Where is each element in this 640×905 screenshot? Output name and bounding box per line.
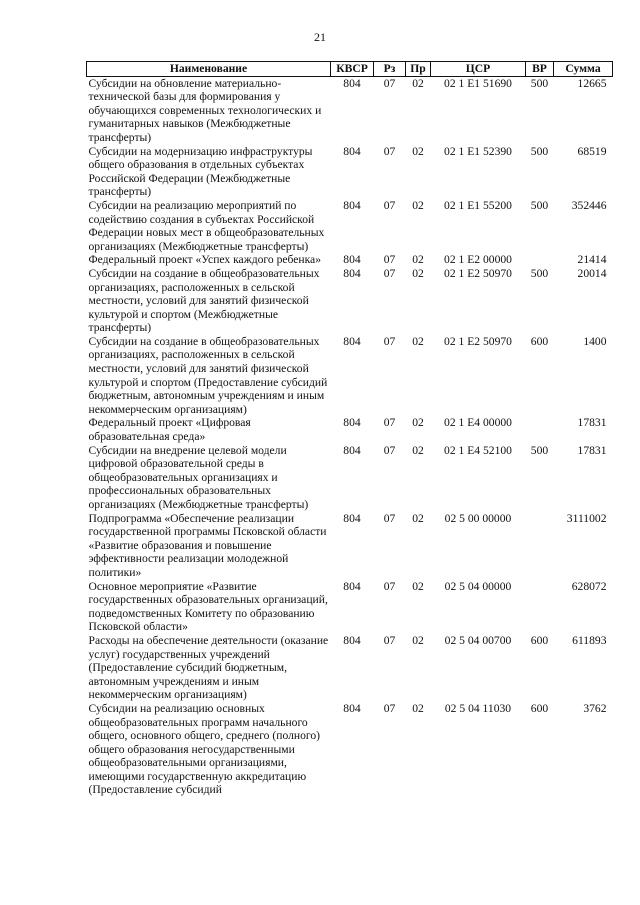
row-pr: 02 [412, 633, 424, 647]
row-name: Подпрограмма «Обеспечение реализации государственной программы Псковской области «Развитие образования и повышение эффективности реализации молодежной политики» [88, 511, 327, 579]
header-sum: Сумма [554, 62, 613, 77]
row-sum: 17831 [577, 443, 607, 457]
row-pr: 02 [412, 334, 424, 348]
row-kvsr: 804 [343, 76, 361, 90]
row-kvsr: 804 [343, 198, 361, 212]
row-vr: 500 [530, 198, 549, 212]
row-csr: 02 5 04 00700 [444, 633, 512, 647]
row-rz: 07 [383, 701, 396, 715]
row-csr: 02 5 00 00000 [444, 511, 512, 525]
row-kvsr: 804 [343, 701, 361, 715]
row-csr: 02 1 E4 00000 [444, 416, 512, 430]
table-header-row [87, 62, 613, 77]
table-row [87, 267, 613, 335]
row-pr: 02 [412, 443, 424, 457]
row-sum: 628072 [571, 579, 607, 593]
row-name: Федеральный проект «Успех каждого ребенка» [88, 253, 322, 267]
table-row [87, 416, 613, 443]
table-row [87, 335, 613, 417]
row-vr: 600 [530, 633, 549, 647]
table-row [87, 702, 613, 797]
row-pr: 02 [412, 198, 424, 212]
row-pr: 02 [412, 144, 424, 158]
row-sum: 3762 [583, 701, 607, 715]
row-name: Субсидии на реализацию основных общеобразовательных программ начального общего, основного общего, среднего (полного) общего образования негосударственными общеобразовательными организациями, имеющими государственную аккредитацию (Предоставление субсидий [88, 701, 320, 797]
row-vr: 500 [530, 266, 549, 280]
row-name: Субсидии на модернизацию инфраструктуры общего образования в отдельных субъектах Российской Федерации (Межбюджетные трансферты) [88, 144, 313, 199]
row-name: Субсидии на создание в общеобразовательных организациях, расположенных в сельской местности, условий для занятий физической культурой и спортом (Межбюджетные трансферты) [88, 266, 320, 335]
row-kvsr: 804 [343, 334, 361, 348]
row-name: Федеральный проект «Цифровая образовательная среда» [88, 416, 251, 444]
row-csr: 02 1 E2 50970 [444, 266, 512, 280]
row-csr: 02 1 E2 50970 [444, 334, 512, 348]
row-csr: 02 1 E1 52390 [444, 144, 512, 158]
row-kvsr: 804 [343, 579, 361, 593]
row-rz: 07 [383, 334, 396, 348]
row-vr [526, 580, 554, 634]
table-row [87, 444, 613, 512]
row-csr: 02 1 E4 52100 [444, 443, 512, 457]
row-pr: 02 [412, 253, 424, 267]
row-kvsr: 804 [343, 144, 361, 158]
budget-table [86, 61, 613, 797]
row-vr [526, 253, 554, 267]
row-pr: 02 [412, 511, 424, 525]
row-sum: 1400 [583, 334, 607, 348]
row-rz: 07 [383, 198, 396, 212]
row-name: Субсидии на обновление материально-технической базы для формирования у обучающихся современных технологических и гуманитарных навыков (Межбюджетные трансферты) [88, 76, 322, 144]
row-rz: 07 [383, 253, 396, 267]
header-kvsr: КВСР [331, 62, 374, 77]
table-row [87, 145, 613, 199]
row-vr: 600 [530, 701, 549, 715]
row-pr: 02 [412, 579, 424, 593]
row-vr: 500 [530, 443, 549, 457]
row-sum: 17831 [577, 416, 607, 430]
row-name: Субсидии на внедрение целевой модели цифровой образовательной среды в общеобразовательных организациях и профессиональных образовательных организациях (Межбюджетные трансферты) [88, 443, 309, 511]
row-rz: 07 [383, 633, 396, 647]
row-pr: 02 [412, 76, 424, 90]
row-csr: 02 1 E1 55200 [444, 198, 512, 212]
row-kvsr: 804 [343, 633, 361, 647]
row-rz: 07 [383, 266, 396, 280]
header-csr: ЦСР [431, 62, 526, 77]
row-vr [526, 512, 554, 580]
table-row [87, 199, 613, 253]
header-pr: Пр [406, 62, 431, 77]
row-vr [526, 416, 554, 443]
table-row [87, 580, 613, 634]
table-row [87, 76, 613, 144]
row-vr: 600 [530, 334, 549, 348]
row-pr: 02 [412, 701, 424, 715]
page-number: 21 [314, 30, 326, 44]
table-body [87, 76, 613, 797]
row-kvsr: 804 [343, 511, 361, 525]
row-kvsr: 804 [343, 266, 361, 280]
header-vr: ВР [526, 62, 554, 77]
row-kvsr: 804 [343, 253, 361, 267]
row-rz: 07 [383, 443, 396, 457]
row-rz: 07 [383, 76, 396, 90]
row-vr: 500 [530, 144, 549, 158]
row-kvsr: 804 [343, 416, 361, 430]
header-rz: Рз [374, 62, 406, 77]
row-rz: 07 [383, 144, 396, 158]
table-row [87, 634, 613, 702]
table-row [87, 512, 613, 580]
row-name: Субсидии на реализацию мероприятий по содействию создания в субъектах Российской Федерации новых мест в общеобразовательных организациях (Межбюджетные трансферты) [88, 198, 325, 253]
row-csr: 02 1 E2 00000 [444, 253, 512, 267]
row-rz: 07 [383, 511, 396, 525]
row-vr: 500 [530, 76, 549, 90]
row-csr: 02 5 04 00000 [444, 579, 512, 593]
row-pr: 02 [412, 416, 424, 430]
table-row [87, 253, 613, 267]
row-rz: 07 [383, 579, 396, 593]
row-name: Расходы на обеспечение деятельности (оказание услуг) государственных учреждений (Предоставление субсидий бюджетным, автономным учреждениям и иным некоммерческим организациям) [88, 633, 329, 702]
row-rz: 07 [383, 416, 396, 430]
row-sum: 68519 [577, 144, 607, 158]
row-kvsr: 804 [343, 443, 361, 457]
row-name: Основное мероприятие «Развитие государственных образовательных организаций, подведомственных Комитету по образованию Псковской области» [88, 579, 328, 634]
row-sum: 21414 [577, 253, 607, 267]
row-sum: 20014 [577, 266, 607, 280]
row-csr: 02 5 04 11030 [444, 701, 512, 715]
row-pr: 02 [412, 266, 424, 280]
row-sum: 12665 [577, 76, 607, 90]
header-name: Наименование [87, 62, 331, 77]
row-sum: 352446 [571, 198, 607, 212]
row-name: Субсидии на создание в общеобразовательных организациях, расположенных в сельской местности, условий для занятий физической культурой и спортом (Предоставление субсидий бюджетным, автономным учреждениям и иным некоммерческим организациям) [88, 334, 328, 416]
row-sum: 3111002 [566, 511, 607, 525]
row-csr: 02 1 E1 51690 [444, 76, 512, 90]
row-sum: 611893 [572, 633, 607, 647]
